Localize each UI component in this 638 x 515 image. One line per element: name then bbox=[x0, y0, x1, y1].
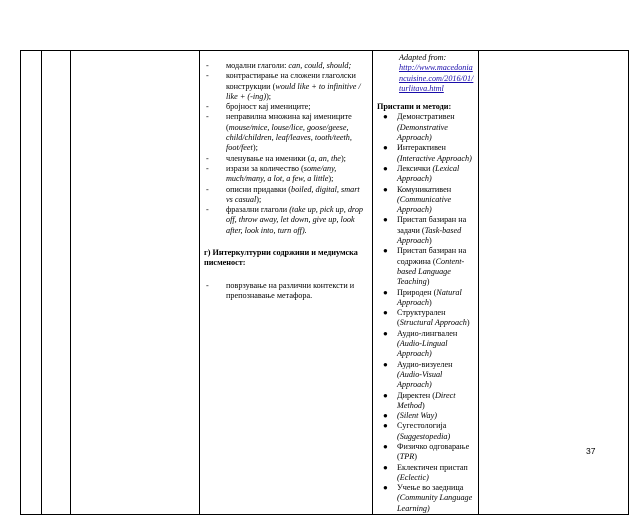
method-item bbox=[377, 391, 474, 412]
text-segment: Аудио-лингвален bbox=[397, 328, 458, 338]
list-item bbox=[204, 281, 368, 302]
method-item bbox=[377, 411, 474, 421]
italic-text: (Audio-Visual Approach) bbox=[397, 369, 443, 390]
method-item bbox=[377, 483, 474, 514]
list-item bbox=[204, 185, 368, 206]
italic-text: (Communicative Approach) bbox=[397, 194, 452, 215]
table-row bbox=[21, 51, 629, 515]
method-item bbox=[377, 463, 474, 484]
text-segment: модални глаголи: bbox=[226, 61, 289, 70]
text-segment: изрази за количество ( bbox=[226, 163, 304, 173]
text-segment: Природен ( bbox=[397, 287, 437, 297]
bullet-icon: ● bbox=[383, 411, 388, 421]
dash-marker: - bbox=[206, 163, 209, 173]
bullet-icon: ● bbox=[383, 308, 388, 318]
method-item bbox=[377, 112, 474, 143]
bullet-icon: ● bbox=[383, 441, 388, 451]
bullet-icon: ● bbox=[383, 421, 388, 431]
methods-cell bbox=[373, 51, 479, 515]
text-segment: ) bbox=[414, 452, 418, 462]
text-segment: ); bbox=[328, 174, 334, 184]
text-segment: Учење во заедница bbox=[397, 483, 464, 493]
text-segment: фразални глаголи bbox=[226, 205, 290, 215]
italic-text: would like + to infinitive / like + (-ing) bbox=[226, 81, 361, 101]
source-link[interactable]: http://www.macedoniancuisine.com/2016/01/turlitava.html bbox=[399, 63, 474, 93]
text-segment: Интерактивен bbox=[397, 143, 446, 153]
text-segment: ) bbox=[466, 318, 470, 328]
method-item bbox=[377, 329, 474, 360]
italic-text: (take up, pick up, drop off, throw away, let down, give up, look after, look into, turn off). bbox=[226, 205, 364, 235]
list-item bbox=[204, 102, 368, 112]
table-cell-empty bbox=[42, 51, 71, 515]
text-segment: Аудио-визуелен bbox=[397, 359, 453, 369]
bullet-icon: ● bbox=[383, 163, 388, 173]
list-item bbox=[204, 154, 368, 164]
table-cell-empty bbox=[71, 51, 200, 515]
text-segment: Лексички bbox=[397, 163, 433, 173]
grammar-list bbox=[204, 61, 368, 236]
italic-text: (Lexical Approach) bbox=[397, 163, 460, 184]
italic-text: (Community Language Learning) bbox=[397, 493, 473, 513]
dash-marker: - bbox=[206, 205, 209, 215]
italic-text: Structural Approach bbox=[399, 318, 467, 328]
text-segment: ); bbox=[252, 143, 258, 153]
adapted-label: Adapted from: bbox=[399, 53, 447, 62]
method-item bbox=[377, 164, 474, 185]
text-segment: Физичко одговарање ( bbox=[397, 441, 470, 462]
page-number: 37 bbox=[586, 446, 596, 456]
method-item bbox=[377, 215, 474, 246]
intercultural-heading: г) Интеркултурни содржини и медиумска писменост: bbox=[204, 248, 358, 268]
bullet-icon: ● bbox=[383, 112, 388, 122]
bullet-icon: ● bbox=[383, 462, 388, 472]
method-item bbox=[377, 308, 474, 329]
text-segment: Сугестологија bbox=[397, 421, 447, 431]
method-item bbox=[377, 442, 474, 463]
method-item bbox=[377, 185, 474, 216]
italic-text: (Silent Way) bbox=[397, 411, 437, 421]
list-item bbox=[204, 71, 368, 102]
italic-text: TPR bbox=[399, 452, 415, 462]
italic-text: Task-based Approach bbox=[397, 225, 462, 246]
list-item bbox=[204, 61, 368, 71]
text-segment: членување на именики ( bbox=[226, 153, 311, 163]
italic-text: (Interactive Approach) bbox=[397, 153, 472, 163]
text-segment: бројност кај имениците; bbox=[226, 102, 311, 112]
text-segment: поврзување на различни контексти и препознавање метафора. bbox=[226, 280, 355, 300]
dash-marker: - bbox=[206, 61, 209, 70]
adapted-link-wrap bbox=[399, 63, 474, 94]
italic-text: (Suggestopedia) bbox=[397, 431, 451, 441]
italic-text: mouse/mice, louse/lice, goose/geese, child/children, leaf/leaves, tooth/teeth, foot/feet bbox=[226, 122, 352, 153]
text-segment: ); bbox=[266, 91, 272, 101]
list-item bbox=[204, 164, 368, 185]
text-segment: Демонстративен bbox=[397, 112, 455, 122]
text-segment: ) bbox=[422, 400, 425, 410]
bullet-icon: ● bbox=[383, 215, 388, 225]
italic-text: (Eclectic) bbox=[397, 472, 429, 482]
bullet-icon: ● bbox=[383, 390, 388, 400]
bullet-icon: ● bbox=[383, 184, 388, 194]
text-segment: Комуникативен bbox=[397, 184, 452, 194]
dash-marker: - bbox=[206, 71, 209, 81]
method-item bbox=[377, 246, 474, 287]
list-item bbox=[204, 205, 368, 236]
text-segment: ); bbox=[256, 194, 262, 204]
text-segment: ) bbox=[426, 277, 430, 287]
text-segment: неправилна множина кај имениците ( bbox=[226, 112, 352, 132]
italic-text: (Audio-Lingual Approach) bbox=[397, 339, 448, 359]
italic-text: some/any, much/many, a lot, a few, a little bbox=[226, 163, 337, 184]
bullet-icon: ● bbox=[383, 359, 388, 369]
intercultural-list bbox=[204, 281, 368, 302]
bullet-icon: ● bbox=[383, 143, 388, 153]
text-segment: описни придавки ( bbox=[226, 184, 291, 194]
text-segment: ); bbox=[340, 153, 346, 163]
text-segment: ) bbox=[429, 297, 432, 307]
italic-text: a, an, the bbox=[310, 153, 341, 163]
bullet-icon: ● bbox=[383, 287, 388, 297]
italic-text: boiled, digital, smart vs casual bbox=[226, 184, 360, 204]
dash-marker: - bbox=[206, 112, 209, 122]
italic-text: Content-based Language Teaching bbox=[397, 256, 465, 287]
dash-marker: - bbox=[206, 184, 209, 194]
method-item bbox=[377, 421, 474, 442]
bullet-icon: ● bbox=[383, 246, 388, 256]
method-item bbox=[377, 360, 474, 391]
text-segment: Пристап базиран на содржина ( bbox=[397, 246, 467, 266]
bullet-icon: ● bbox=[383, 328, 388, 338]
italic-text: Direct Method bbox=[397, 390, 456, 410]
method-item bbox=[377, 288, 474, 309]
text-segment: Директен ( bbox=[397, 390, 435, 400]
italic-text: can, could, should; bbox=[288, 61, 352, 70]
table-cell-empty bbox=[21, 51, 42, 515]
list-item bbox=[204, 112, 368, 153]
content-cell bbox=[200, 51, 373, 515]
text-segment: Структурален ( bbox=[397, 308, 446, 328]
text-segment: Еклектичен пристап bbox=[397, 462, 468, 472]
table-cell-empty bbox=[479, 51, 629, 515]
methods-heading: Пристапи и методи: bbox=[377, 102, 452, 112]
bullet-icon: ● bbox=[383, 483, 388, 493]
text-segment: ) bbox=[429, 236, 432, 246]
method-item bbox=[377, 143, 474, 164]
text-segment: Пристап базиран на задачи ( bbox=[397, 215, 467, 235]
curriculum-table bbox=[20, 50, 629, 515]
methods-list bbox=[377, 112, 474, 514]
italic-text: Natural Approach bbox=[397, 287, 462, 307]
dash-marker: - bbox=[206, 153, 209, 163]
italic-text: (Demonstrative Approach) bbox=[397, 122, 448, 143]
text-segment: контрастирање на сложени глаголски конструкции ( bbox=[226, 71, 356, 91]
dash-marker: - bbox=[206, 280, 209, 290]
dash-marker: - bbox=[206, 102, 209, 112]
